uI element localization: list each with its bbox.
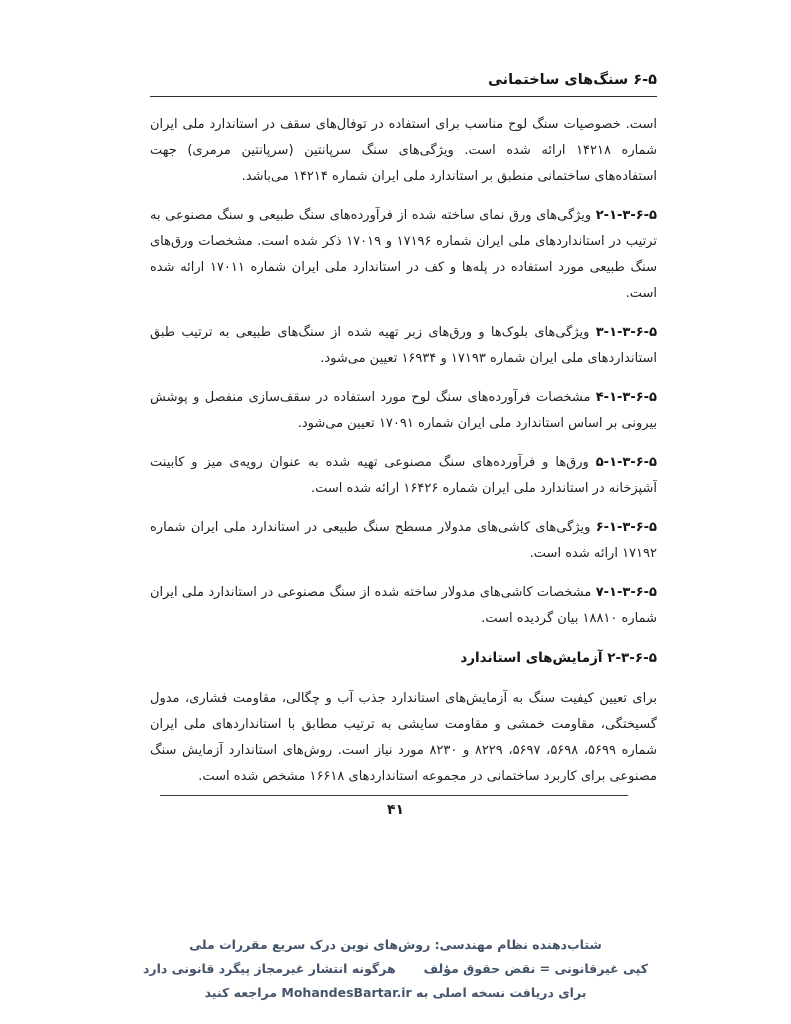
chapter-number: ۵-۶: [633, 72, 657, 88]
subsection-heading: [150, 645, 657, 671]
watermark-line2: [0, 957, 791, 981]
watermark-legal-note: هرگونه انتشار غیرمجاز پیگرد قانونی دارد: [143, 961, 396, 976]
section-text: مشخصات فرآورده‌های سنگ لوح مورد استفاده در سقف‌سازی منفصل و پوشش بیرونی بر اساس استاندارد ملی ایران شماره ۱۷۰۹۱ تعیین می‌شود.: [150, 390, 657, 431]
paragraph-section: [150, 515, 657, 567]
paragraph-section: [150, 385, 657, 437]
paragraph-closing: [150, 686, 657, 784]
watermark-site-note: برای دریافت نسخه اصلی به MohandesBartar.ir مراجعه کنید: [204, 985, 587, 1000]
section-text: مشخصات کاشی‌های مدولار ساخته شده از سنگ مصنوعی در استاندارد ملی ایران شماره ۱۸۸۱۰ بیان گردیده است.: [150, 585, 657, 626]
section-number: ۵-۶-۳-۱-۶: [595, 520, 657, 535]
footer-rule: [160, 795, 628, 796]
page-header: [150, 72, 657, 97]
chapter-heading: [150, 72, 657, 88]
paragraph-section: [150, 320, 657, 372]
section-number: ۵-۶-۳-۱-۲: [595, 208, 657, 223]
watermark-copyright-note: کپی غیرقانونی = نقض حقوق مؤلف: [423, 961, 648, 976]
section-number: ۵-۶-۳-۱-۴: [595, 390, 657, 405]
paragraph-intro-text: است. خصوصیات سنگ لوح مناسب برای استفاده در توفال‌های سقف در استاندارد ملی ایران شماره ۱۴۲۱۸ ارائه شده است. ویژگی‌های سنگ سرپانتین (سرپانتین مرمری) جهت استفاده‌های ساختمانی منطبق بر استاندارد ملی ایران شماره ۱۴۲۱۴ می‌باشد.: [150, 117, 657, 184]
page-body: [150, 112, 657, 784]
page-number: ۴۱: [386, 802, 405, 818]
paragraph-closing-text: برای تعیین کیفیت سنگ به آزمایش‌های استاندارد جذب آب و چگالی، مقاومت فشاری، مدول گسیختگی، مقاومت خمشی و مقاومت سایشی به ترتیب مطابق با استانداردهای ملی ایران شماره ۵۶۹۹، ۵۶۹۸، ۵۶۹۷، ۸۲۲۹ و ۸۲۳۰ مورد نیاز است. روش‌های استاندارد آزمایش سنگ مصنوعی برای کاربرد ساختمانی در مجموعه استانداردهای ۱۶۶۱۸ مشخص شده است.: [150, 691, 657, 784]
paragraph-intro: [150, 112, 657, 190]
watermark-line1: شتاب‌دهنده نظام مهندسی: روش‌های نوین درک سریع مقررات ملی: [189, 937, 602, 952]
watermark: [0, 933, 791, 1005]
section-text: ورق‌ها و فرآورده‌های سنگ مصنوعی تهیه شده به عنوان رویه‌ی میز و کابینت آشپزخانه در استاندارد ملی ایران شماره ۱۶۴۲۶ ارائه شده است.: [150, 455, 657, 496]
paragraph-section: [150, 450, 657, 502]
section-text: ویژگی‌های بلوک‌ها و ورق‌های زبر تهیه شده از سنگ‌های طبیعی به ترتیب طبق استانداردهای ملی ایران شماره ۱۷۱۹۳ و ۱۶۹۳۴ تعیین می‌شود.: [150, 325, 657, 366]
paragraph-section: [150, 203, 657, 307]
section-text: ویژگی‌های ورق نمای ساخته شده از فرآورده‌های سنگ طبیعی و سنگ مصنوعی به ترتیب در استانداردهای ملی ایران شماره ۱۷۱۹۶ و ۱۷۰۱۹ ذکر شده است. مشخصات ورق‌های سنگ طبیعی مورد استفاده در پله‌ها و کف در استاندارد ملی ایران شماره ۱۷۰۱۱ ارائه شده است.: [150, 208, 657, 301]
chapter-title: سنگ‌های ساختمانی: [488, 72, 629, 88]
section-number: ۵-۶-۳-۱-۷: [595, 585, 657, 600]
section-number: ۵-۶-۳-۱-۳: [595, 325, 657, 340]
subsection-title: آزمایش‌های استاندارد: [460, 650, 603, 666]
section-text: ویژگی‌های کاشی‌های مدولار مسطح سنگ طبیعی در استاندارد ملی ایران شماره ۱۷۱۹۲ ارائه شده است.: [150, 520, 657, 561]
header-rule: [150, 96, 657, 97]
section-number: ۵-۶-۳-۱-۵: [595, 455, 657, 470]
paragraph-section: [150, 580, 657, 632]
subsection-number: ۵-۶-۳-۲: [607, 650, 657, 666]
